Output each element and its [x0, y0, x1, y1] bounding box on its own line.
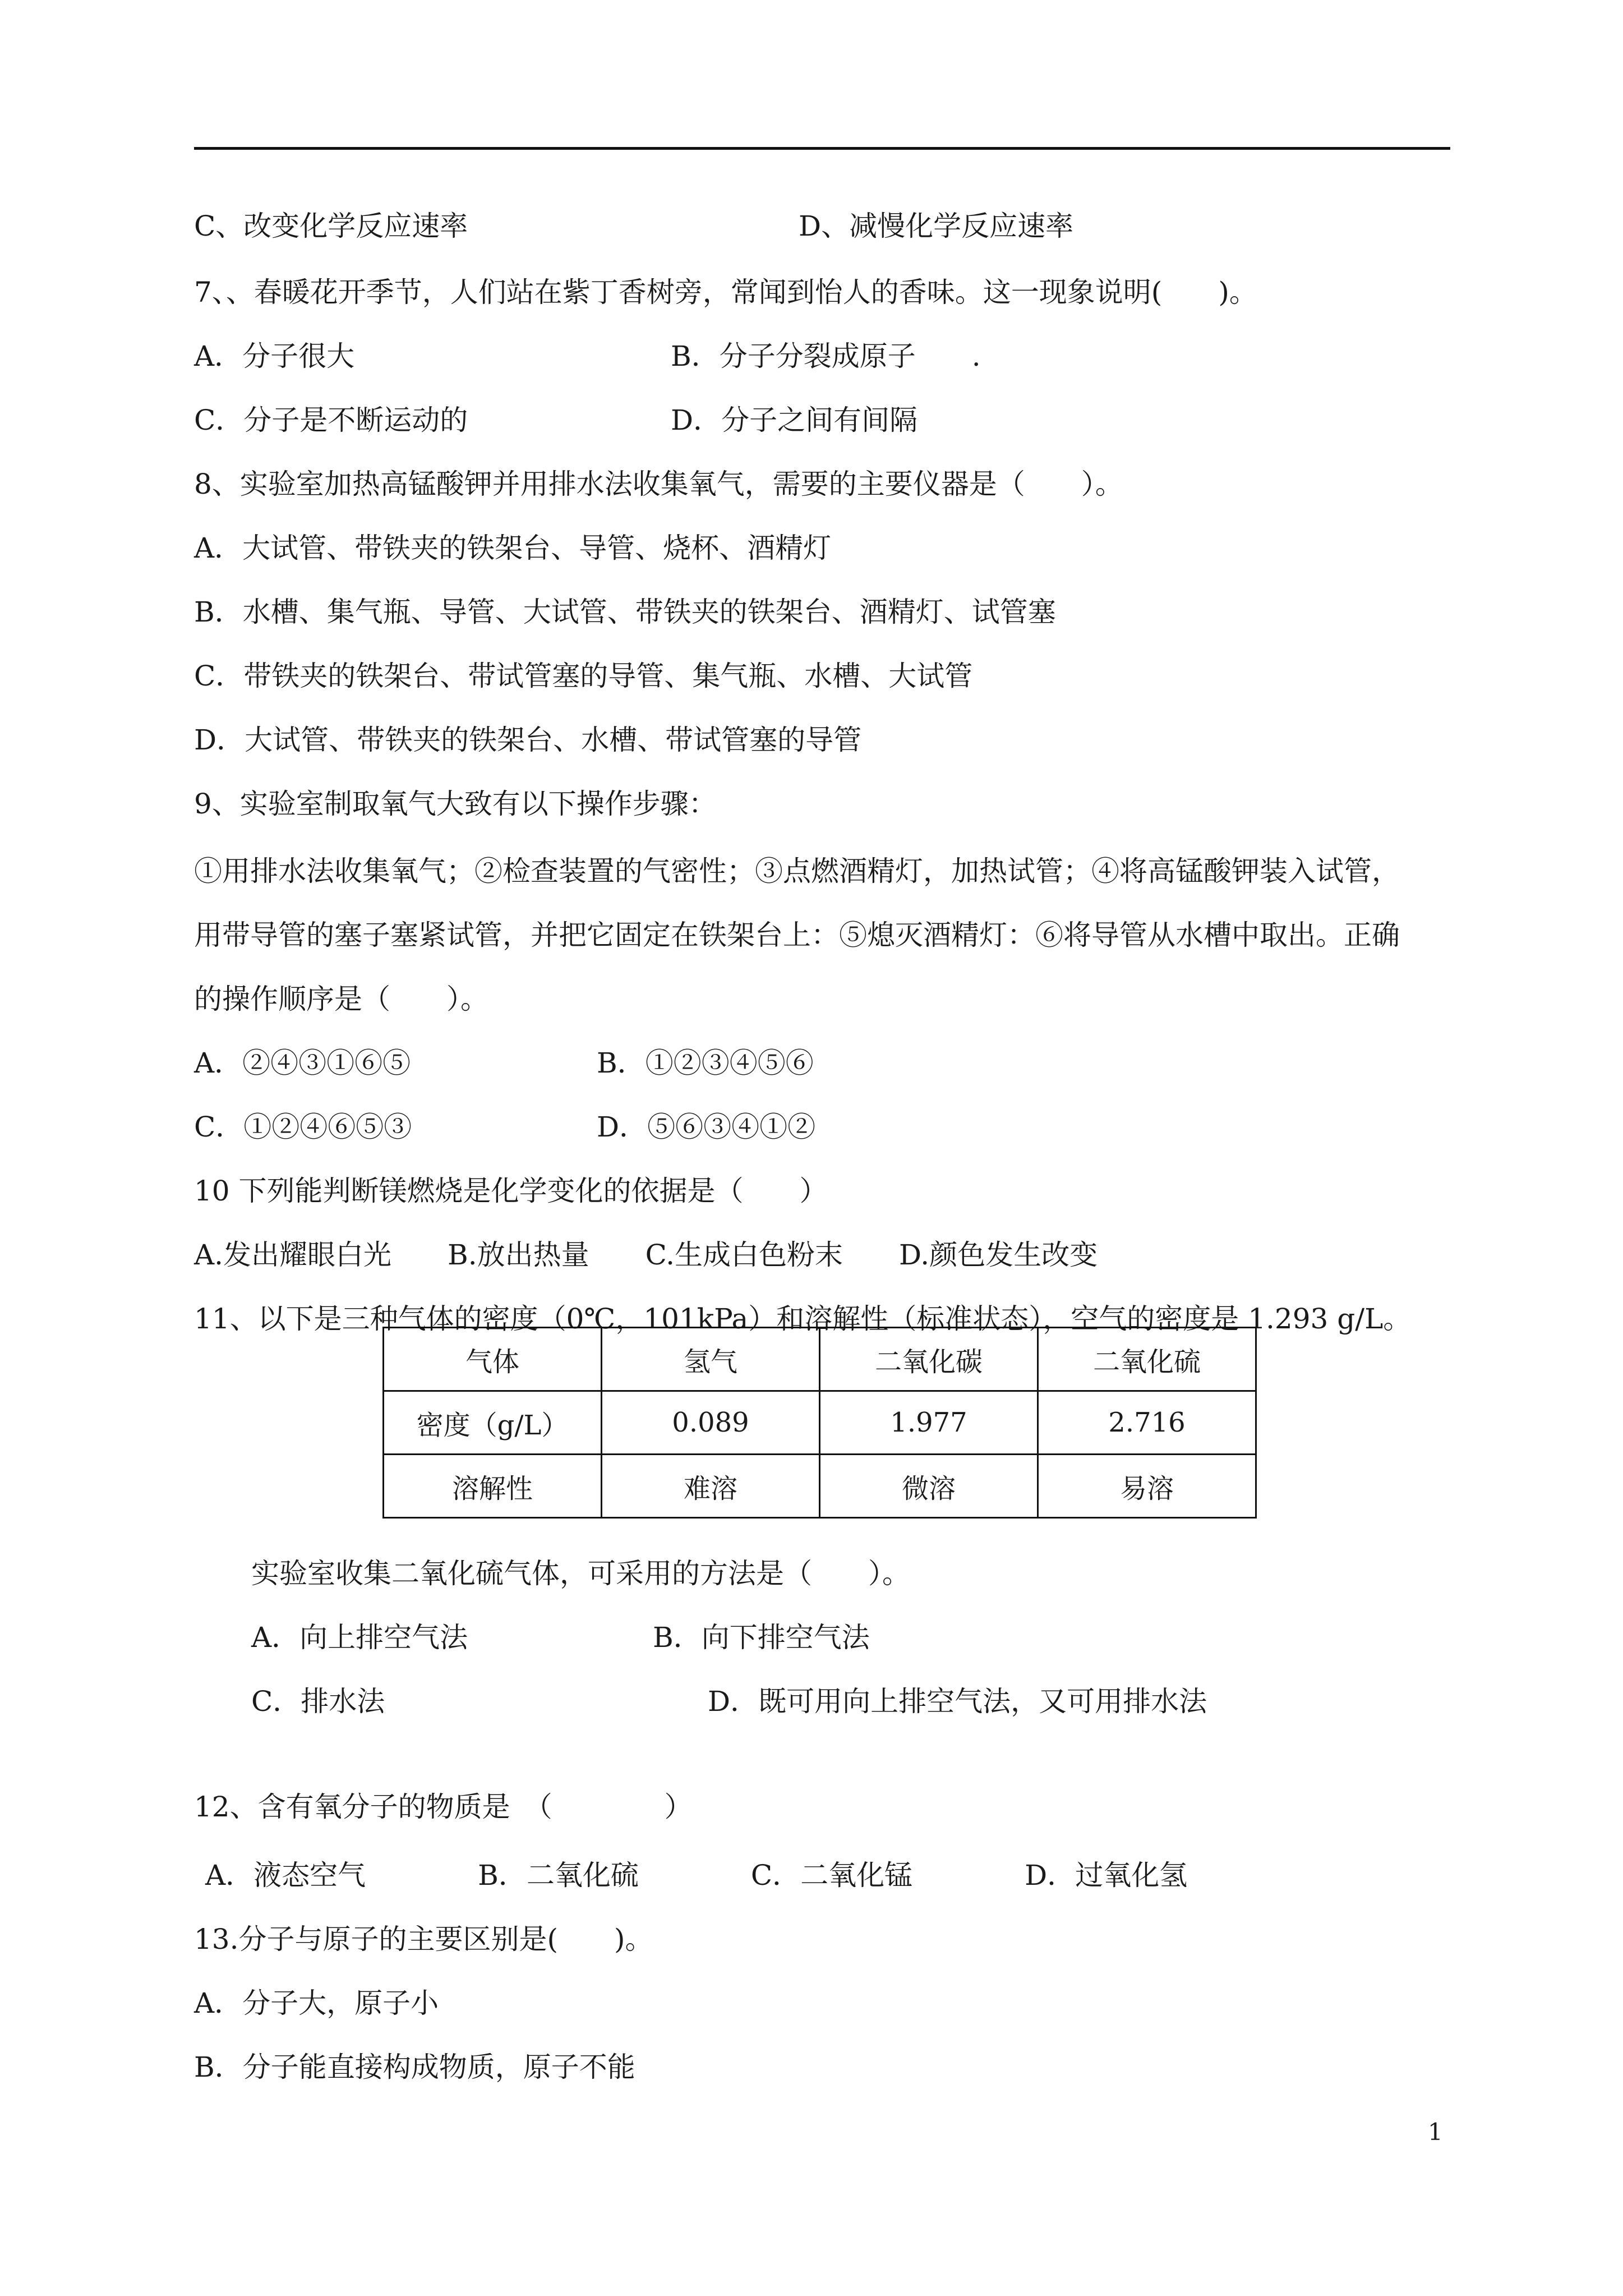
table-cell: 2.716: [1038, 1391, 1256, 1455]
q11-option-c: C．排水法: [251, 1685, 385, 1718]
table-cell: 密度（g/L）: [384, 1391, 602, 1455]
q7-option-a: A．分子很大: [194, 340, 355, 372]
q10-stem: 10 下列能判断镁燃烧是化学变化的依据是（ ）: [194, 1175, 828, 1207]
q6-option-d: D、减慢化学反应速率: [799, 210, 1074, 242]
table-cell: 氢气: [602, 1328, 820, 1391]
q8-option-c: C．带铁夹的铁架台、带试管塞的导管、集气瓶、水槽、大试管: [194, 660, 973, 692]
table-cell: 二氧化碳: [820, 1328, 1038, 1391]
q11-option-b: B．向下排空气法: [653, 1621, 870, 1654]
q9-option-c: C．①②④⑥⑤③: [194, 1111, 412, 1143]
q8-option-d: D．大试管、带铁夹的铁架台、水槽、带试管塞的导管: [194, 724, 862, 756]
q11-question: 实验室收集二氧化硫气体，可采用的方法是（ ）。: [251, 1557, 910, 1590]
q9-option-d: D．⑤⑥③④①②: [597, 1111, 816, 1143]
q9-stem: 9、实验室制取氧气大致有以下操作步骤：: [194, 788, 717, 820]
q11-option-a: A．向上排空气法: [251, 1621, 468, 1654]
header-rule: [194, 147, 1450, 150]
q13-option-a: A．分子大，原子小: [194, 1987, 439, 2019]
q10-options: A.发出耀眼白光 B.放出热量 C.生成白色粉末 D.颜色发生改变: [194, 1239, 1098, 1271]
q12-stem: 12、含有氧分子的物质是 （ ）: [194, 1791, 693, 1823]
table-row: [384, 1391, 1256, 1455]
q13-stem: 13.分子与原子的主要区别是( )。: [194, 1923, 653, 1955]
q9-steps-line-2: 用带导管的塞子塞紧试管，并把它固定在铁架台上：⑤熄灭酒精灯：⑥将导管从水槽中取出。正确: [194, 919, 1400, 951]
table-row: [384, 1328, 1256, 1391]
q9-steps-line-3: 的操作顺序是（ ）。: [194, 983, 488, 1015]
q8-stem: 8、实验室加热高锰酸钾并用排水法收集氧气，需要的主要仪器是（ ）。: [194, 468, 1123, 500]
q8-option-a: A．大试管、带铁夹的铁架台、导管、烧杯、酒精灯: [194, 532, 832, 564]
q11-stem: 11、以下是三种气体的密度（0℃，101kPa）和溶解性（标准状态），空气的密度是 1.293 g/L。: [194, 1303, 1412, 1335]
table-cell: 溶解性: [384, 1455, 602, 1518]
q8-option-b: B．水槽、集气瓶、导管、大试管、带铁夹的铁架台、酒精灯、试管塞: [194, 596, 1056, 628]
q7-stem: 7、、春暖花开季节，人们站在紫丁香树旁，常闻到怡人的香味。这一现象说明( )。: [194, 276, 1257, 309]
table-cell: 易溶: [1038, 1455, 1256, 1518]
table-cell: 0.089: [602, 1391, 820, 1455]
q13-option-b: B．分子能直接构成物质，原子不能: [194, 2051, 635, 2083]
page-number: 1: [1428, 2118, 1443, 2146]
q9-option-b: B．①②③④⑤⑥: [597, 1047, 814, 1079]
q9-steps-line-1: ①用排水法收集氧气；②检查装置的气密性；③点燃酒精灯，加热试管；④将高锰酸钾装入试管，: [194, 855, 1400, 887]
q7-option-c: C．分子是不断运动的: [194, 404, 468, 436]
table-cell: 微溶: [820, 1455, 1038, 1518]
q6-option-c: C、改变化学反应速率: [194, 210, 468, 242]
q7-option-b: B．分子分裂成原子 .: [671, 340, 981, 372]
table-row: [384, 1455, 1256, 1518]
gas-properties-table: [382, 1327, 1257, 1519]
table-cell: 二氧化硫: [1038, 1328, 1256, 1391]
q9-option-a: A．②④③①⑥⑤: [194, 1047, 411, 1079]
table-cell: 难溶: [602, 1455, 820, 1518]
table-cell: 气体: [384, 1328, 602, 1391]
table-cell: 1.977: [820, 1391, 1038, 1455]
q7-option-d: D．分子之间有间隔: [671, 404, 918, 436]
q12-options: A．液态空气 B．二氧化硫 C．二氧化锰 D．过氧化氢: [205, 1859, 1188, 1892]
q11-option-d: D．既可用向上排空气法，又可用排水法: [708, 1685, 1207, 1718]
